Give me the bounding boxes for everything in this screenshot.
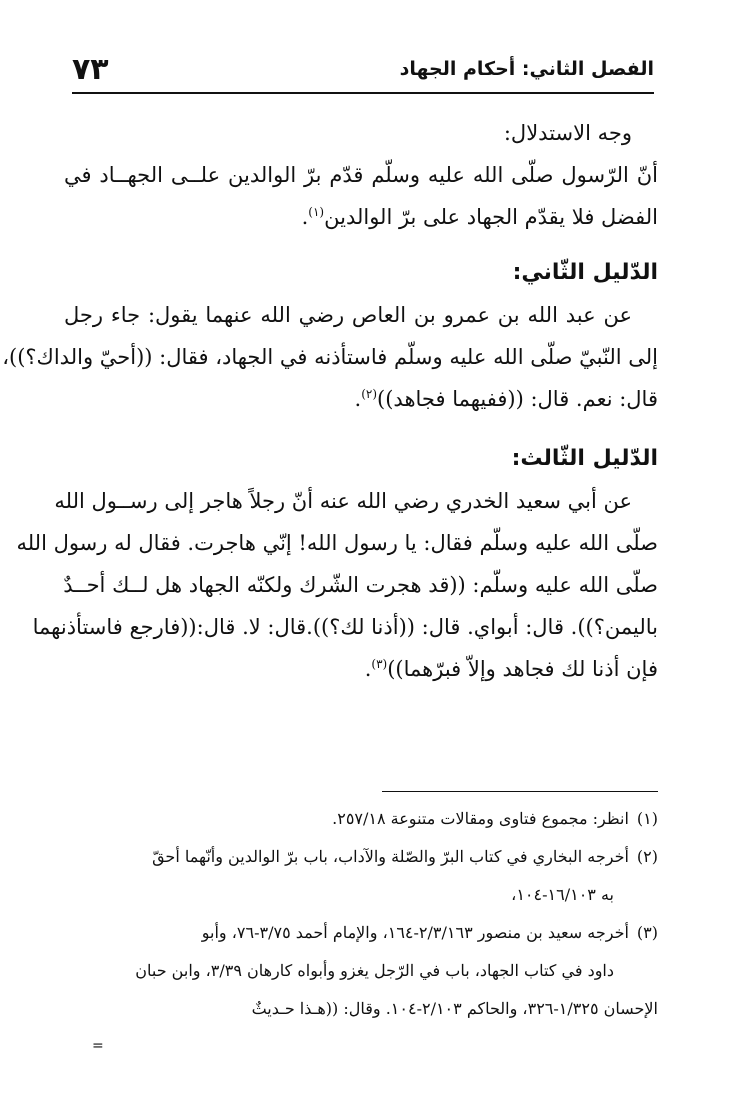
text-line — [64, 648, 658, 690]
footnote-ref: (٢) — [361, 387, 378, 401]
text-line: باليمن؟)). قال: أبواي. قال: ((أذنا لك؟)).قال: لا. قال:((فارجع فاستأذنهما — [32, 615, 658, 639]
page-header — [72, 52, 654, 94]
footnotes — [64, 800, 658, 1028]
full-stop: . — [364, 657, 372, 681]
text-span: قال: نعم. قال: ((ففيهما فجاهد)) — [377, 387, 658, 411]
footnote-3-continued: داود في كتاب الجهاد، باب في الرّجل يغزو وأبواه كارهان ٣/٣٩، وابن حبان — [135, 961, 614, 980]
text-line: صلّى الله عليه وسلّم: ((قد هجرت الشّرك ولكنّه الجهاد هل لــك أحــدٌ — [63, 573, 658, 597]
footnote-number: (٣) — [636, 923, 658, 942]
text-line: عن عبد الله بن عمرو بن العاص رضي الله عنهما يقول: جاء رجل — [64, 303, 632, 327]
section-heading-second-evidence: الدّليل الثّاني: — [512, 260, 658, 285]
text-span: فإن أذنا لك فجاهد وإلاّ فبرّهما)) — [387, 657, 658, 681]
text-line: أنّ الرّسول صلّى الله عليه وسلّم قدّم برّ الوالدين علــى الجهــاد في — [64, 163, 658, 187]
footnote-number: (٢) — [636, 847, 658, 866]
full-stop: . — [354, 387, 362, 411]
footnote-separator — [382, 791, 658, 792]
text-line: إلى النّبيّ صلّى الله عليه وسلّم فاستأذنه في الجهاد، فقال: ((أحيّ والداك؟))، — [2, 345, 658, 369]
footnote-2-continued: به ١٦/١٠٣-١٠٤، — [511, 885, 614, 904]
text-line: عن أبي سعيد الخدري رضي الله عنه أنّ رجلاً هاجر إلى رســول الله — [54, 489, 632, 513]
page-number: ٧٣ — [72, 52, 109, 87]
section-heading-third-evidence: الدّليل الثّالث: — [511, 446, 658, 471]
inference-heading: وجه الاستدلال: — [503, 121, 632, 145]
main-text — [2, 112, 658, 690]
text-span: الفضل فلا يقدّم الجهاد على برّ الوالدين — [324, 205, 658, 229]
footnote-ref: (٣) — [371, 657, 388, 671]
full-stop: . — [301, 205, 309, 229]
footnote-2 — [64, 838, 658, 876]
text-line — [64, 196, 658, 238]
footnote-number: (١) — [636, 809, 658, 828]
footnote-3-continued: الإحسان ١/٣٢٥-٣٢٦، والحاكم ٢/١٠٣-١٠٤. وقال: ((هـذا حـديثٌ — [251, 999, 658, 1018]
chapter-title: الفصل الثاني: أحكام الجهاد — [399, 58, 654, 80]
footnote-text: أخرجه البخاري في كتاب البرّ والصّلة والآداب، باب برّ الوالدين وأنّهما أحقّ — [152, 847, 629, 866]
footnote-text: انظر: مجموع فتاوى ومقالات متنوعة ٢٥٧/١٨. — [332, 809, 629, 828]
footnote-ref: (١) — [308, 205, 325, 219]
footnote-text: أخرجه سعيد بن منصور ٢/٣/١٦٣-١٦٤، والإمام أحمد ٣/٧٥-٧٦، وأبو — [201, 923, 629, 942]
continuation-mark: = — [92, 1038, 104, 1054]
footnote-3 — [64, 914, 658, 952]
text-line — [64, 378, 658, 420]
text-line: صلّى الله عليه وسلّم فقال: يا رسول الله! إنّي هاجرت. فقال له رسول الله — [16, 531, 658, 555]
footnote-1 — [64, 800, 658, 838]
